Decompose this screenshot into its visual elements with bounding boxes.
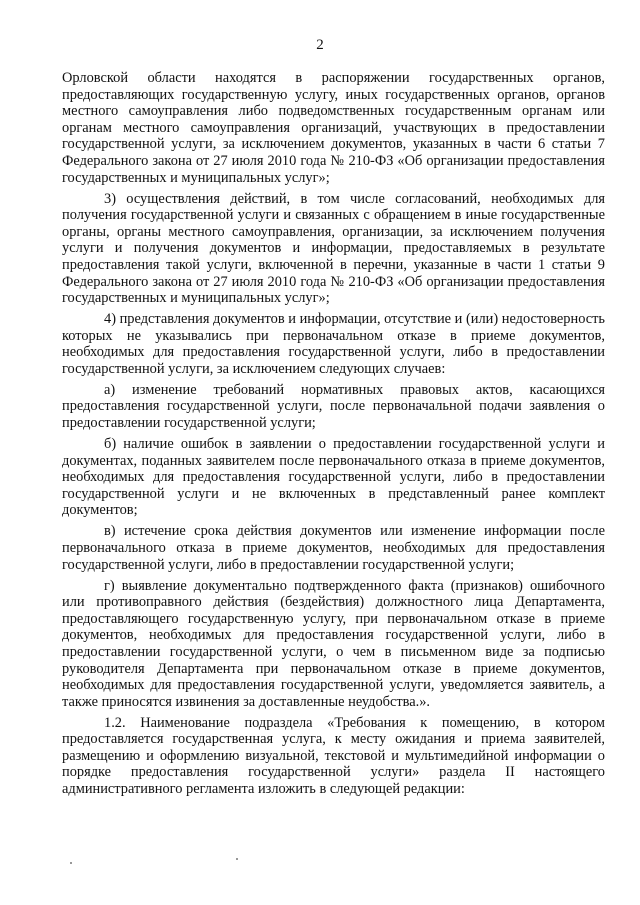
- paragraph-subitem-g: г) выявление документально подтвержденного факта (признаков) ошибочного или противоправного действия (бездействия) должностного лица Департамента, предоставляющего государственную услугу, при первоначальном отказе в приеме документов, необходимых для предоставления государственной услуги, либо в предоставлении государственной услуги, о чем в письменном виде за подписью руководителя Департамента при первоначальном отказе в приеме документов, необходимых для предоставления государственной услуги, уведомляется заявитель, а также приносятся извинения за доставленные неудобства.».: [62, 577, 605, 710]
- paragraph-subitem-a: а) изменение требований нормативных правовых актов, касающихся предоставления государственной услуги, после первоначальной подачи заявления о предоставлении государственной услуги;: [62, 381, 605, 432]
- paragraph-item-3: 3) осуществления действий, в том числе согласований, необходимых для получения государственной услуги и связанных с обращением в иные государственные органы, органы местного самоуправления, организации, за исключением получения услуги и получения документов и информации, предоставляемых в результате предоставления такой услуги, включенной в перечни, указанные в части 1 статьи 9 Федерального закона от 27 июля 2010 года № 210-ФЗ «Об организации предоставления государственных и муниципальных услуг»;: [62, 190, 605, 307]
- scan-speck: [70, 862, 72, 864]
- page-number: 2: [316, 37, 324, 53]
- paragraph-item-4: 4) представления документов и информации, отсутствие и (или) недостоверность которых не указывались при первоначальном отказе в приеме документов, необходимых для предоставления государственной услуги, либо в предоставлении государственной услуги, за исключением следующих случаев:: [62, 311, 605, 377]
- paragraph-subitem-b: б) наличие ошибок в заявлении о предоставлении государственной услуги и документах, поданных заявителем после первоначального отказа в приеме документов, необходимых для предоставления государственной услуги, либо в предоставлении государственной услуги и не включенных в представленный ранее комплект документов;: [62, 436, 605, 519]
- paragraph-section-1-2: 1.2. Наименование подраздела «Требования к помещению, в котором предоставляется государственная услуга, к месту ожидания и приема заявителей, размещению и оформлению визуальной, текстовой и мультимедийной информации о порядке предоставления государственной услуги» раздела II настоящего административного регламента изложить в следующей редакции:: [62, 714, 605, 798]
- paragraph-subitem-v: в) истечение срока действия документов или изменение информации после первоначального отказа в приеме документов, необходимых для предоставления государственной услуги, либо в предоставлении государственной услуги;: [62, 523, 605, 573]
- paragraph-continuation: Орловской области находятся в распоряжении государственных органов, предоставляющих государственную услугу, иных государственных органов, органов местного самоуправления либо подведомственных государственным органам или органам местного самоуправления организаций, участвующих в предоставлении государственной услуги, за исключением документов, указанных в части 6 статьи 7 Федерального закона от 27 июля 2010 года № 210-ФЗ «Об организации предоставления государственных и муниципальных услуг»;: [62, 70, 605, 186]
- document-body: [62, 70, 605, 802]
- scan-speck: [236, 858, 238, 860]
